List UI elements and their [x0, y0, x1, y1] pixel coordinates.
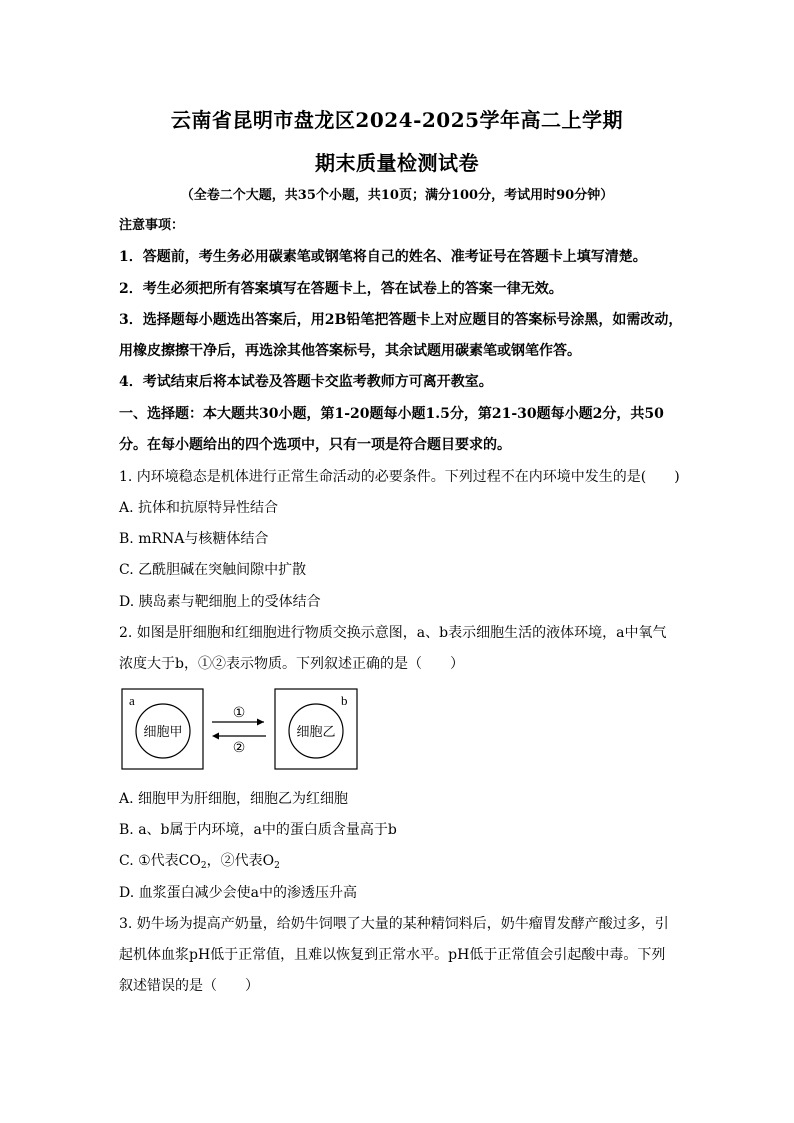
q2-option-c-sub2: 2	[274, 861, 280, 871]
page-title: 云南省昆明市盘龙区2024-2025学年高二上学期	[170, 108, 624, 132]
q2-option-c-sub1: 2	[200, 861, 207, 871]
label-a: a	[129, 693, 135, 708]
note-2: 2．考生必须把所有答案填写在答题卡上，答在试卷上的答案一律无效。	[119, 281, 563, 297]
arrow-left-head	[212, 733, 219, 740]
note-3-cont: 用橡皮擦擦干净后，再选涂其他答案标号，其余试题用碳素笔或钢笔作答。	[119, 343, 581, 359]
q2-stem-cont: 浓度大于b，①②表示物质。下列叙述正确的是（ ）	[119, 656, 464, 672]
q1-option-a: A. 抗体和抗原特异性结合	[119, 500, 279, 516]
section-heading: 一、选择题：本大题共30小题，第1-20题每小题1.5分，第21-30题每小题2分，共50	[119, 406, 664, 422]
note-3: 3．选择题每小题选出答案后，用2B铅笔把答题卡上对应题目的答案标号涂黑，如需改动，	[119, 312, 683, 328]
q2-option-d: D. 血浆蛋白减少会使a中的渗透压升高	[119, 885, 357, 901]
q2-option-a: A. 细胞甲为肝细胞，细胞乙为红细胞	[119, 791, 349, 807]
cell-right-label: 细胞乙	[296, 725, 336, 740]
q2-option-b: B. a、b属于内环境，a中的蛋白质含量高于b	[119, 822, 397, 838]
q3-stem-cont: 起机体血浆pH低于正常值，且难以恢复到正常水平。pH低于正常值会引起酸中毒。下列	[119, 947, 666, 963]
q1-option-d: D. 胰岛素与靶细胞上的受体结合	[119, 594, 321, 610]
section-heading-cont: 分。在每小题给出的四个选项中，只有一项是符合题目要求的。	[119, 437, 511, 453]
q1-option-b: B. mRNA与核糖体结合	[119, 531, 269, 547]
note-1: 1．答题前，考生务必用碳素笔或钢笔将自己的姓名、准考证号在答题卡上填写清楚。	[119, 249, 647, 265]
exam-scope: （全卷二个大题，共35个小题，共10页；满分100分，考试用时90分钟）	[180, 188, 614, 203]
q3-stem-end: 叙述错误的是（ ）	[119, 978, 259, 994]
q2-stem: 2. 如图是肝细胞和红细胞进行物质交换示意图，a、b表示细胞生活的液体环境，a中氧气	[119, 625, 667, 641]
q2-option-c	[119, 852, 679, 875]
arrow-right-head	[257, 719, 264, 726]
arrow-bottom-label: ②	[232, 740, 246, 756]
q1-option-c: C. 乙酰胆碱在突触间隙中扩散	[119, 562, 307, 578]
note-4: 4．考试结束后将本试卷及答题卡交监考教师方可离开教室。	[119, 374, 493, 390]
notes-heading: 注意事项：	[119, 218, 185, 233]
q2-option-c-mid: ，②代表O	[206, 853, 275, 869]
q2-option-c-pre: C. ①代表CO	[119, 853, 201, 869]
arrow-top-label: ①	[232, 705, 246, 721]
cell-exchange-diagram	[118, 686, 363, 772]
cell-left-label: 细胞甲	[143, 725, 183, 740]
label-b: b	[341, 693, 348, 708]
q1-stem: 1. 内环境稳态是机体进行正常生命活动的必要条件。下列过程不在内环境中发生的是( )	[119, 469, 680, 485]
page-subtitle: 期末质量检测试卷	[315, 151, 479, 175]
q3-stem: 3. 奶牛场为提高产奶量，给奶牛饲喂了大量的某种精饲料后，奶牛瘤胃发酵产酸过多，引	[119, 916, 669, 932]
